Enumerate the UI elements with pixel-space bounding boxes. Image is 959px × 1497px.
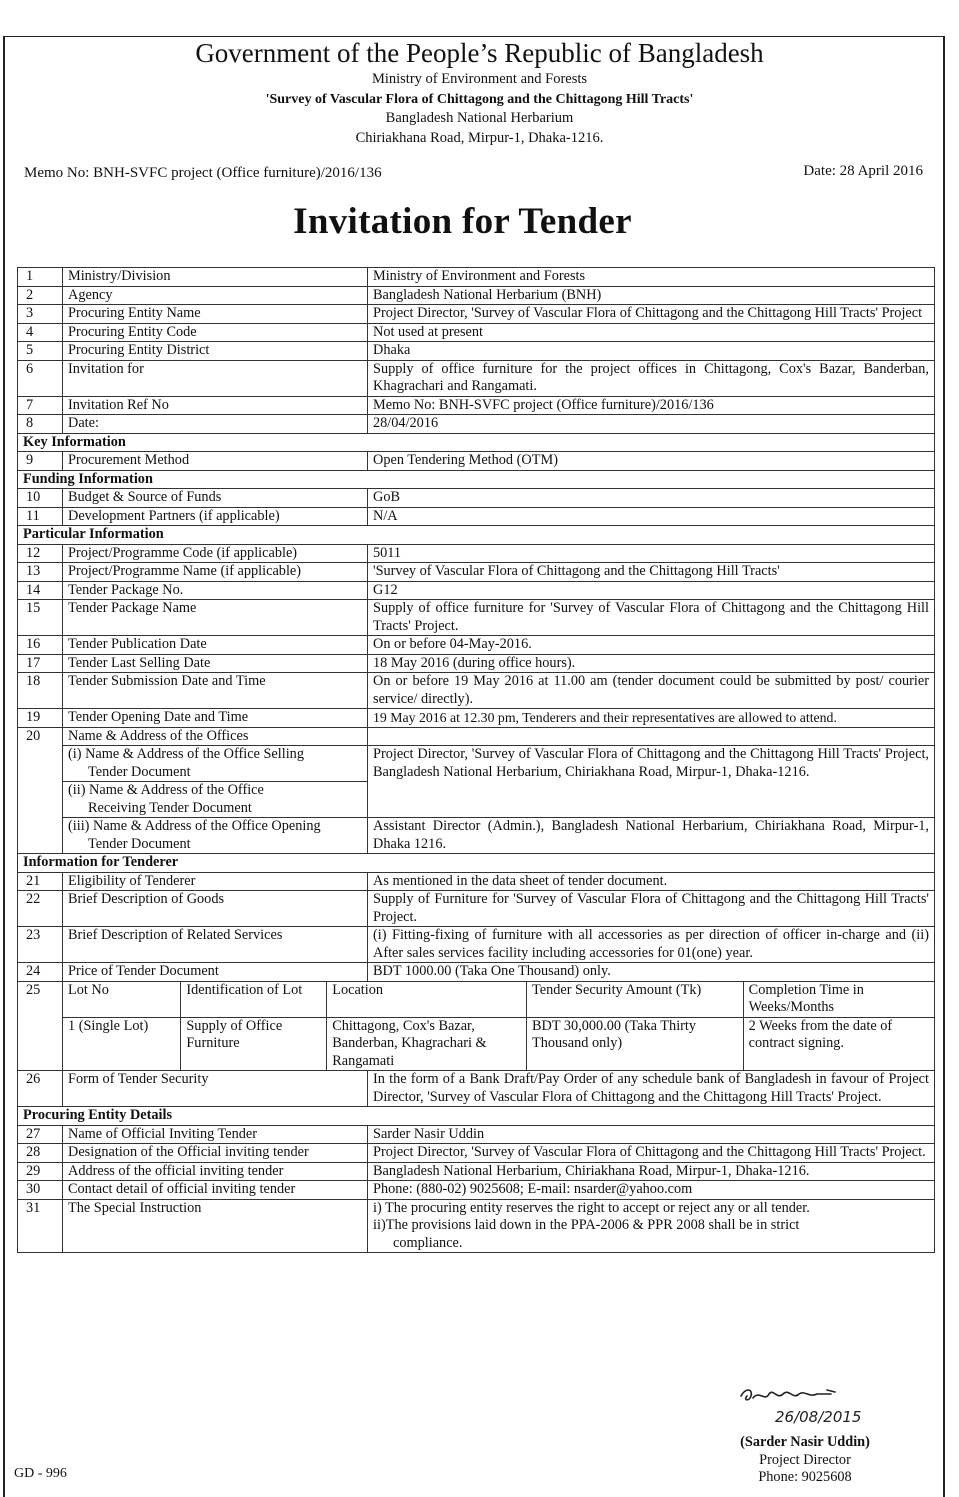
lot-header-security: Tender Security Amount (Tk) bbox=[526, 982, 743, 1018]
office-receiving-label-2: Receiving Tender Document bbox=[88, 799, 252, 816]
gd-number: GD - 996 bbox=[14, 1466, 67, 1481]
ministry-line: Ministry of Environment and Forests bbox=[371, 71, 588, 87]
table-row bbox=[18, 673, 935, 709]
lot-row bbox=[63, 1017, 934, 1070]
table-row bbox=[18, 360, 935, 396]
row-number: 16 bbox=[18, 636, 63, 655]
row-label: Development Partners (if applicable) bbox=[63, 507, 368, 526]
row-value: On or before 04-May-2016. bbox=[368, 636, 935, 655]
row-value: 5011 bbox=[368, 544, 935, 563]
table-row bbox=[18, 872, 935, 891]
row-number: 3 bbox=[18, 305, 63, 324]
row-value: N/A bbox=[368, 507, 935, 526]
row-label bbox=[63, 818, 368, 854]
row-number: 21 bbox=[18, 872, 63, 891]
table-row bbox=[18, 1071, 935, 1107]
special-instruction-2b: compliance. bbox=[393, 1234, 463, 1251]
table-row bbox=[18, 818, 935, 854]
table-row bbox=[18, 981, 935, 1071]
row-label: Procuring Entity District bbox=[63, 342, 368, 361]
lot-completion: 2 Weeks from the date of contract signing. bbox=[743, 1017, 934, 1070]
row-number: 9 bbox=[18, 452, 63, 471]
row-value: Bangladesh National Herbarium (BNH) bbox=[368, 286, 935, 305]
row-value: Open Tendering Method (OTM) bbox=[368, 452, 935, 471]
row-label: Invitation Ref No bbox=[63, 396, 368, 415]
page-title: Invitation for Tender bbox=[293, 201, 632, 242]
lot-number: 1 (Single Lot) bbox=[63, 1017, 181, 1070]
row-label: Project/Programme Code (if applicable) bbox=[63, 544, 368, 563]
row-value: As mentioned in the data sheet of tender document. bbox=[368, 872, 935, 891]
row-label: Tender Package Name bbox=[63, 600, 368, 636]
office-selling-receiving-value: Project Director, 'Survey of Vascular Flora of Chittagong and the Chittagong Hill Tracts' Project, Bangladesh National Herbarium, Chiriakhana Road, Mirpur-1, Dhaka-1216. bbox=[368, 746, 935, 818]
row-label bbox=[63, 746, 368, 782]
row-value: Project Director, 'Survey of Vascular Flora of Chittagong and the Chittagong Hill Tracts' Project. bbox=[368, 1144, 935, 1163]
row-value: Supply of office furniture for 'Survey of Vascular Flora of Chittagong and the Chittagong Hill Tracts' Project. bbox=[368, 600, 935, 636]
row-number: 7 bbox=[18, 396, 63, 415]
office-opening-value: Assistant Director (Admin.), Bangladesh National Herbarium, Chiriakhana Road, Mirpur-1, Dhaka 1216. bbox=[368, 818, 935, 854]
lot-location: Chittagong, Cox's Bazar, Banderban, Khagrachari & Rangamati bbox=[327, 1017, 527, 1070]
section-row bbox=[18, 526, 935, 545]
row-number: 8 bbox=[18, 415, 63, 434]
section-heading-tenderer: Information for Tenderer bbox=[18, 854, 935, 873]
lot-security: BDT 30,000.00 (Taka Thirty Thousand only) bbox=[526, 1017, 743, 1070]
row-number: 4 bbox=[18, 323, 63, 342]
table-row bbox=[18, 452, 935, 471]
row-number: 22 bbox=[18, 891, 63, 927]
lot-table bbox=[63, 982, 934, 1071]
office-opening-label: (iii) Name & Address of the Office Opening bbox=[68, 818, 321, 834]
office-opening-label-2: Tender Document bbox=[88, 835, 191, 852]
row-value: 'Survey of Vascular Flora of Chittagong and the Chittagong Hill Tracts' bbox=[368, 563, 935, 582]
letterhead bbox=[0, 36, 959, 148]
office-selling-label-2: Tender Document bbox=[88, 763, 191, 780]
row-value: BDT 1000.00 (Taka One Thousand) only. bbox=[368, 963, 935, 982]
special-instruction-1: i) The procuring entity reserves the right to accept or reject any or all tender. bbox=[373, 1199, 810, 1216]
row-value: 18 May 2016 (during office hours). bbox=[368, 654, 935, 673]
row-label: Procurement Method bbox=[63, 452, 368, 471]
row-value: Not used at present bbox=[368, 323, 935, 342]
row-label: Ministry/Division bbox=[63, 268, 368, 287]
table-row bbox=[18, 746, 935, 782]
row-label: The Special Instruction bbox=[63, 1199, 368, 1253]
row-number: 1 bbox=[18, 268, 63, 287]
table-row bbox=[18, 654, 935, 673]
lot-header-lot-no: Lot No bbox=[63, 982, 181, 1018]
row-label: Date: bbox=[63, 415, 368, 434]
row-label: Name of Official Inviting Tender bbox=[63, 1125, 368, 1144]
row-value: Phone: (880-02) 9025608; E-mail: nsarder@yahoo.com bbox=[368, 1181, 935, 1200]
table-row bbox=[18, 507, 935, 526]
row-number: 29 bbox=[18, 1162, 63, 1181]
special-instruction-2: ii)The provisions laid down in the PPA-2006 & PPR 2008 shall be in strict bbox=[373, 1217, 800, 1233]
row-number: 6 bbox=[18, 360, 63, 396]
row-label: Tender Publication Date bbox=[63, 636, 368, 655]
table-row bbox=[18, 581, 935, 600]
row-value: Supply of office furniture for the project offices in Chittagong, Cox's Bazar, Banderban, Khagrachari and Rangamati. bbox=[368, 360, 935, 396]
row-number: 2 bbox=[18, 286, 63, 305]
row-label: Tender Submission Date and Time bbox=[63, 673, 368, 709]
row-label: Procuring Entity Name bbox=[63, 305, 368, 324]
row-value: G12 bbox=[368, 581, 935, 600]
table-row bbox=[18, 323, 935, 342]
table-row bbox=[18, 286, 935, 305]
table-row bbox=[18, 342, 935, 361]
section-row bbox=[18, 470, 935, 489]
table-row bbox=[18, 415, 935, 434]
table-row bbox=[18, 1181, 935, 1200]
signatory-phone: Phone: 9025608 bbox=[758, 1469, 852, 1485]
table-row bbox=[18, 891, 935, 927]
table-row bbox=[18, 709, 935, 728]
row-value: Sarder Nasir Uddin bbox=[368, 1125, 935, 1144]
memo-date: Date: 28 April 2016 bbox=[803, 163, 923, 179]
table-row bbox=[18, 489, 935, 508]
row-value: (i) Fitting-fixing of furniture with all accessories as per direction of officer in-charge and (ii) After sales services facility including accessories for 01(one) year. bbox=[368, 927, 935, 963]
row-number: 30 bbox=[18, 1181, 63, 1200]
row-value: Memo No: BNH-SVFC project (Office furniture)/2016/136 bbox=[368, 396, 935, 415]
row-value bbox=[368, 1199, 935, 1253]
row-number: 25 bbox=[18, 981, 63, 1071]
table-row bbox=[18, 600, 935, 636]
row-number: 5 bbox=[18, 342, 63, 361]
lot-header-location: Location bbox=[327, 982, 527, 1018]
row-label: Invitation for bbox=[63, 360, 368, 396]
row-label: Eligibility of Tenderer bbox=[63, 872, 368, 891]
row-number: 15 bbox=[18, 600, 63, 636]
row-label: Contact detail of official inviting tender bbox=[63, 1181, 368, 1200]
row-number: 28 bbox=[18, 1144, 63, 1163]
row-label: Tender Last Selling Date bbox=[63, 654, 368, 673]
table-row bbox=[18, 268, 935, 287]
lot-header-completion: Completion Time in Weeks/Months bbox=[743, 982, 934, 1018]
row-label: Brief Description of Related Services bbox=[63, 927, 368, 963]
row-label: Name & Address of the Offices bbox=[63, 727, 368, 746]
row-value: Project Director, 'Survey of Vascular Flora of Chittagong and the Chittagong Hill Tracts' Project bbox=[368, 305, 935, 324]
section-heading-funding: Funding Information bbox=[18, 470, 935, 489]
row-number: 31 bbox=[18, 1199, 63, 1253]
signatory-name: (Sarder Nasir Uddin) bbox=[740, 1434, 870, 1450]
section-row bbox=[18, 854, 935, 873]
row-number: 27 bbox=[18, 1125, 63, 1144]
row-value: Ministry of Environment and Forests bbox=[368, 268, 935, 287]
signature-stroke bbox=[741, 1390, 835, 1400]
signature-image bbox=[735, 1384, 885, 1430]
row-value: On or before 19 May 2016 at 11.00 am (tender document could be submitted by post/ courier service/ directly). bbox=[368, 673, 935, 709]
row-number: 12 bbox=[18, 544, 63, 563]
lot-header-identification: Identification of Lot bbox=[181, 982, 327, 1018]
table-row bbox=[18, 963, 935, 982]
section-row bbox=[18, 433, 935, 452]
table-row bbox=[18, 563, 935, 582]
row-value: Supply of Furniture for 'Survey of Vascular Flora of Chittagong and the Chittagong Hill Tracts' Project. bbox=[368, 891, 935, 927]
row-value: 28/04/2016 bbox=[368, 415, 935, 434]
table-row bbox=[18, 927, 935, 963]
table-row bbox=[18, 1199, 935, 1253]
row-number: 11 bbox=[18, 507, 63, 526]
table-row bbox=[18, 1144, 935, 1163]
row-number: 14 bbox=[18, 581, 63, 600]
lot-table-cell bbox=[63, 981, 935, 1071]
row-value: Dhaka bbox=[368, 342, 935, 361]
table-row bbox=[18, 544, 935, 563]
table-row bbox=[18, 305, 935, 324]
table-row bbox=[18, 636, 935, 655]
row-number: 26 bbox=[18, 1071, 63, 1107]
memo-number: Memo No: BNH-SVFC project (Office furniture)/2016/136 bbox=[24, 165, 382, 181]
row-value: Bangladesh National Herbarium, Chiriakhana Road, Mirpur-1, Dhaka-1216. bbox=[368, 1162, 935, 1181]
office-receiving-label: (ii) Name & Address of the Office bbox=[68, 782, 264, 798]
table-row bbox=[18, 1125, 935, 1144]
address-line: Chiriakhana Road, Mirpur-1, Dhaka-1216. bbox=[355, 129, 604, 146]
row-label: Project/Programme Name (if applicable) bbox=[63, 563, 368, 582]
section-row bbox=[18, 1107, 935, 1126]
row-number: 24 bbox=[18, 963, 63, 982]
row-number: 19 bbox=[18, 709, 63, 728]
row-label: Brief Description of Goods bbox=[63, 891, 368, 927]
row-value: GoB bbox=[368, 489, 935, 508]
section-heading-entity: Procuring Entity Details bbox=[18, 1107, 935, 1126]
signature-date: 26/08/2015 bbox=[775, 1408, 862, 1426]
table-row bbox=[18, 1162, 935, 1181]
table-row bbox=[18, 727, 935, 746]
row-label: Procuring Entity Code bbox=[63, 323, 368, 342]
row-number: 20 bbox=[18, 727, 63, 854]
row-value: In the form of a Bank Draft/Pay Order of any schedule bank of Bangladesh in favour of Project Director, 'Survey of Vascular Flora of Chittagong and the Chittagong Hill Tracts' Project. bbox=[368, 1071, 935, 1107]
row-label: Tender Opening Date and Time bbox=[63, 709, 368, 728]
row-label: Form of Tender Security bbox=[63, 1071, 368, 1107]
signature-block bbox=[700, 1434, 910, 1487]
row-number: 13 bbox=[18, 563, 63, 582]
row-label: Budget & Source of Funds bbox=[63, 489, 368, 508]
row-number: 18 bbox=[18, 673, 63, 709]
project-line: 'Survey of Vascular Flora of Chittagong and the Chittagong Hill Tracts' bbox=[265, 91, 694, 107]
herbarium-line: Bangladesh National Herbarium bbox=[385, 110, 574, 126]
row-label: Designation of the Official inviting tender bbox=[63, 1144, 368, 1163]
row-number: 23 bbox=[18, 927, 63, 963]
row-number: 17 bbox=[18, 654, 63, 673]
table-row bbox=[18, 396, 935, 415]
lot-header-row bbox=[63, 982, 934, 1018]
lot-identification: Supply of Office Furniture bbox=[181, 1017, 327, 1070]
row-label bbox=[63, 782, 368, 818]
row-label: Tender Package No. bbox=[63, 581, 368, 600]
signatory-designation: Project Director bbox=[759, 1451, 851, 1468]
row-label: Address of the official inviting tender bbox=[63, 1162, 368, 1181]
section-heading-key: Key Information bbox=[18, 433, 935, 452]
row-number: 10 bbox=[18, 489, 63, 508]
office-selling-label: (i) Name & Address of the Office Selling bbox=[68, 746, 304, 762]
government-title: Government of the People’s Republic of Bangladesh bbox=[195, 38, 764, 68]
row-label: Agency bbox=[63, 286, 368, 305]
section-heading-particular: Particular Information bbox=[18, 526, 935, 545]
tender-table bbox=[17, 267, 935, 1253]
row-value bbox=[368, 727, 935, 746]
row-value: 19 May 2016 at 12.30 pm, Tenderers and their representatives are allowed to attend. bbox=[368, 709, 935, 728]
row-label: Price of Tender Document bbox=[63, 963, 368, 982]
